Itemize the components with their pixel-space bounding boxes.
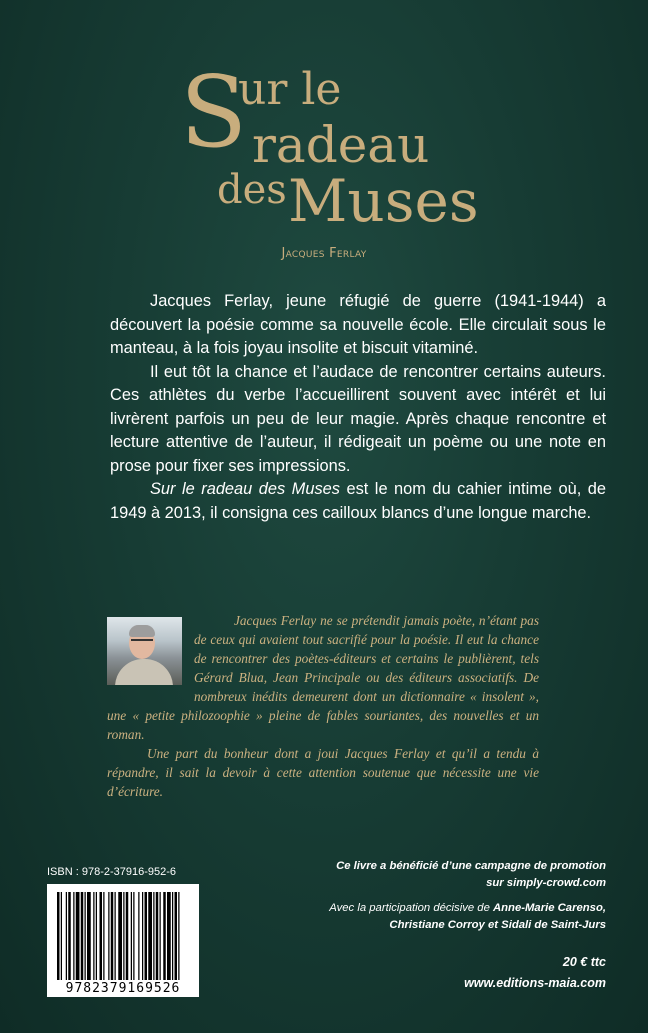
isbn-label: ISBN : 978-2-37916-952-6 [47, 866, 177, 878]
barcode-bar [167, 892, 171, 980]
barcode-bar [153, 892, 154, 980]
barcode-bar [178, 892, 179, 980]
barcode-bar [111, 892, 114, 980]
promotion-line-2: sur simply-crowd.com [486, 877, 606, 889]
barcode-bar [68, 892, 71, 980]
summary-paragraph-2: Il eut tôt la chance et l’audace de rencontrer certains auteurs. Ces athlètes du verbe l’accueillirent souvent avec intérêt et lui livrèrent parfois un peu de leur magie. Après chaque rencontre et lecture attentive de l’auteur, il rédigeait un poème ou une note en prose pour fixer ses impressions. [110, 362, 606, 475]
barcode-bar [85, 892, 86, 980]
participation-names-2: Christiane Corroy et Sidali de Saint-Jurs [389, 919, 606, 931]
author-photo [107, 617, 182, 685]
summary-text [110, 290, 606, 525]
barcode-bar [108, 892, 109, 980]
promotion-line-1: Ce livre a bénéficié d’une campagne de promotion [336, 860, 606, 872]
participation-prefix: Avec la participation décisive de [329, 902, 493, 914]
barcode-bar [66, 892, 67, 980]
barcode-bar [57, 892, 60, 980]
barcode-bar [73, 892, 74, 980]
barcode-bar [118, 892, 122, 980]
title-radeau: radeau [252, 116, 430, 174]
barcode-bar [100, 892, 103, 980]
barcode-bars [47, 884, 199, 982]
barcode-bar [148, 892, 152, 980]
barcode-bar [81, 892, 84, 980]
barcode-bar [163, 892, 166, 980]
barcode [47, 884, 199, 997]
author-name: Jacques Ferlay [281, 246, 367, 261]
summary-paragraph-1: Jacques Ferlay, jeune réfugié de guerre (1941-1944) a découvert la poésie comme sa nouvelle école. Elle circulait sous le manteau, à la fois joyau insolite et biscuit vitaminé. [110, 292, 606, 357]
barcode-bar [156, 892, 159, 980]
promotion-note [336, 858, 606, 892]
summary-paragraph-3-rest: est le nom du cahier intime où, de 1949 à 2013, il consigna ces cailloux blancs d’une longue marche. [110, 480, 606, 522]
barcode-bar [93, 892, 94, 980]
barcode-bar [76, 892, 80, 980]
barcode-bar [160, 892, 161, 980]
title-des: des [217, 167, 287, 213]
barcode-bar [142, 892, 143, 980]
barcode-digits: 9782379169526 [65, 981, 181, 996]
barcode-bar [126, 892, 129, 980]
bio-paragraph-1: Jacques Ferlay ne se prétendit jamais poète, n’étant pas de ceux qui avaient tout sacrifié pour la poésie. Il eut la chance de rencontrer des poètes-éditeurs et certains le publièrent, tels Gérard Blua, Jean Principale ou des éditeurs associatifs. De nombreux inédits demeurent dont un dictionnaire « insolent », une « petite philozoophie » pleine de fables souriantes, des nouvelles et un roman. [107, 613, 539, 742]
barcode-bar [61, 892, 62, 980]
barcode-bar [103, 892, 104, 980]
barcode-bar [138, 892, 139, 980]
barcode-bar [96, 892, 97, 980]
author-bio [107, 611, 539, 801]
barcode-bar [175, 892, 178, 980]
barcode-bar [133, 892, 134, 980]
participation-note [276, 900, 606, 934]
title-ur-le: ur le [238, 64, 342, 115]
barcode-bar [123, 892, 124, 980]
bio-paragraph-2: Une part du bonheur dont a joui Jacques Ferlay et qu’il a tendu à répandre, il sait la devoir à cette attention soutenue que nécessite une vie d’écriture. [107, 746, 539, 799]
barcode-bar [131, 892, 132, 980]
barcode-bar [87, 892, 91, 980]
publisher-website: www.editions-maia.com [464, 976, 606, 990]
summary-paragraph-3 [110, 478, 606, 525]
barcode-bar [145, 892, 148, 980]
title-letter-s: S [180, 56, 248, 170]
price: 20 € ttc [562, 955, 606, 969]
barcode-bar [172, 892, 173, 980]
barcode-bar [115, 892, 116, 980]
summary-title-italic: Sur le radeau des Muses [150, 480, 340, 498]
participation-names-1: Anne-Marie Carenso, [493, 902, 606, 914]
title-muses: Muses [288, 167, 479, 235]
book-title [0, 0, 648, 240]
